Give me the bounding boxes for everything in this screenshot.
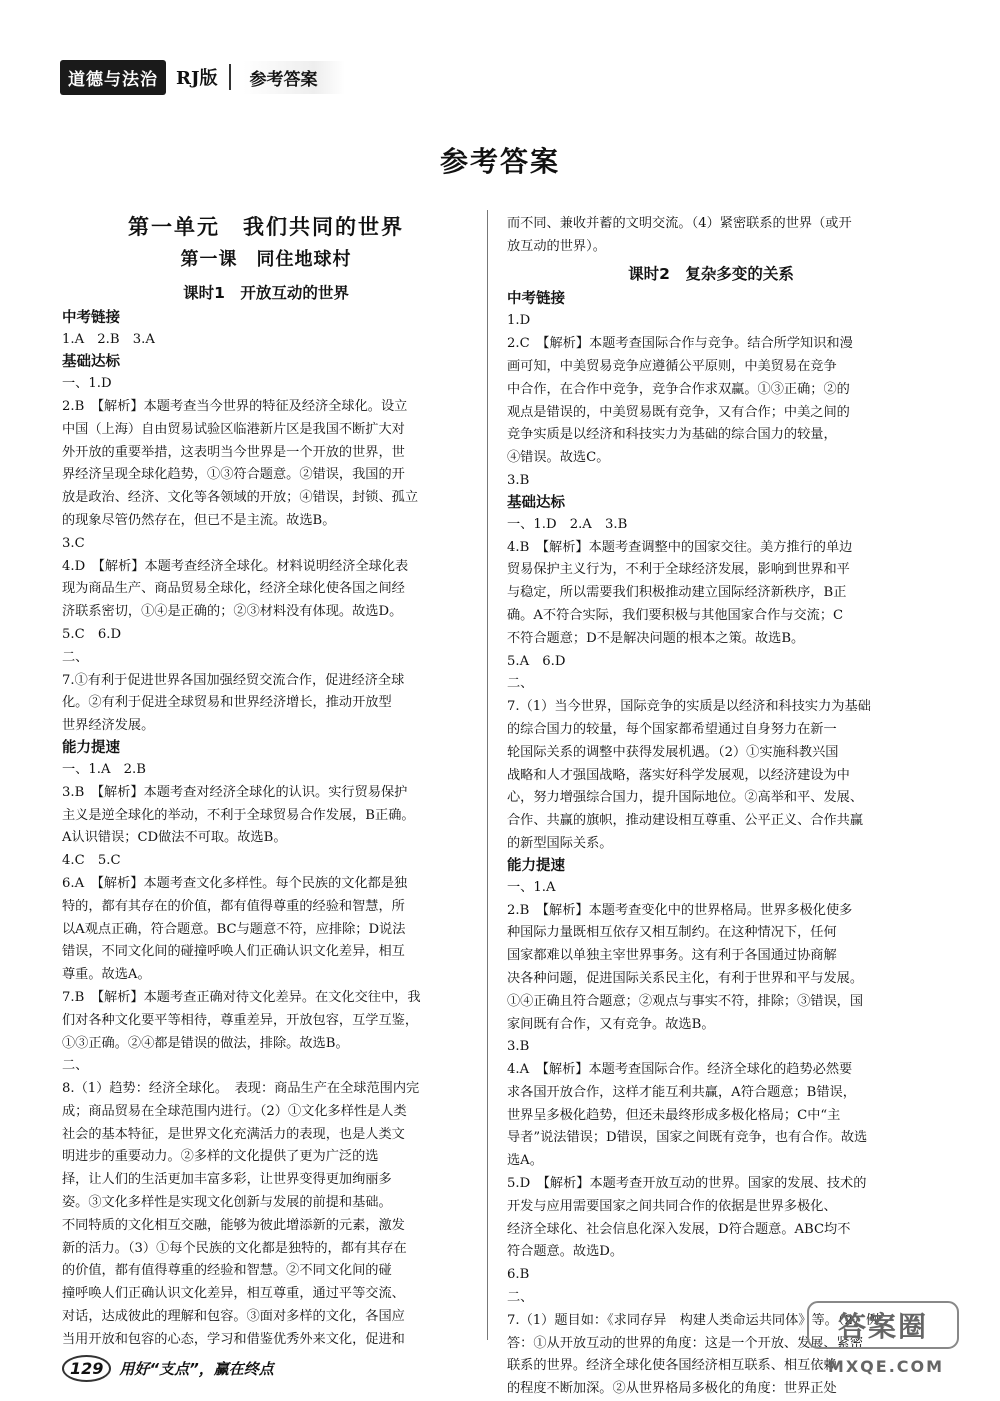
answer-line: 成；商品贸易在全球范围内进行。（2）①文化多样性是人类 [62, 1103, 407, 1119]
answer-line: 社会的基本特征，是世界文化充满活力的表现，也是人类文 [62, 1126, 405, 1142]
answer-line: 确。A不符合实际，我们要积极与其他国家合作与交流；C [507, 607, 844, 623]
left-answer-lines [62, 308, 470, 1351]
answer-line: 新的活力。（3）①每个民族的文化都是独特的，都有其存在 [62, 1240, 407, 1256]
answer-line: 一、1.D [62, 376, 112, 392]
answer-line: 种国际力量既相互依存又相互制约。在这种情况下，任何 [507, 925, 837, 941]
answer-line: 放是政治、经济、文化等各领域的开放；④错误，封锁、孤立 [62, 490, 419, 506]
answer-line: 3.B [507, 1039, 530, 1055]
answer-line: 姿。③文化多样性是实现文化创新与发展的前提和基础。 [62, 1195, 392, 1211]
answer-line: 5.D 【解析】本题考查开放互动的世界。国家的发展、技术的 [507, 1176, 867, 1192]
answer-line: 不同特质的文化相互交融，能够为彼此增添新的元素，激发 [62, 1217, 405, 1233]
answer-line: 7.（1）当今世界，国际竞争的实质是以经济和科技实力为基础 [507, 699, 871, 715]
answer-line: 的综合国力的较量，每个国家都希望通过自身努力在新一 [507, 721, 837, 737]
footer-slogan: 用好“支点”，赢在终点 [119, 1360, 274, 1378]
answer-line: 以A观点正确，符合题意。BC与题意不符，应排除；D说法 [62, 921, 406, 937]
answer-line: 决各种问题，促进国际关系民主化，有利于世界和平与发展。 [507, 970, 864, 986]
section-heading: 能力提速 [507, 857, 565, 874]
answer-line: 家间既有合作，又有竞争。故选B。 [507, 1016, 715, 1032]
answer-line: 2.B 【解析】本题考查变化中的世界格局。世界多极化使多 [507, 902, 853, 918]
answer-line: 心，努力增强综合国力，提升国际地位。②高举和平、发展、 [507, 790, 864, 806]
section-heading: 能力提速 [62, 739, 120, 756]
page-title: 参考答案 [439, 145, 560, 178]
subject-badge: 道德与法治 [60, 60, 166, 95]
answer-line: 国家都难以单独主宰世界事务。这有利于各国通过协商解 [507, 948, 837, 964]
answer-line: 2.C 【解析】本题考查国际合作与竞争。结合所学知识和漫 [507, 336, 853, 352]
answer-line: 轮国际关系的调整中获得发展机遇。（2）①实施科教兴国 [507, 744, 839, 760]
answer-line: 放互动的世界）。 [507, 238, 606, 254]
answer-line: 贸易保护主义行为，不利于全球经济发展，影响到世界和平 [507, 562, 850, 578]
answer-line: 开发与应用需要国家之间共同合作的依据是世界多极化、 [507, 1198, 837, 1214]
answer-line: 4.D 【解析】本题考查经济全球化。材料说明经济全球化表 [62, 558, 409, 574]
answer-line: ①③正确。②④都是错误的做法，排除。故选B。 [62, 1035, 349, 1051]
watermark-brand: 答案圈 [837, 1310, 929, 1343]
page-number: 129 [62, 1355, 111, 1382]
lesson-heading: 第一课 同住地球村 [180, 248, 352, 270]
answer-line: 7.①有利于促进世界各国加强经贸交流合作，促进经济全球 [62, 672, 405, 688]
answer-line: 4.B 【解析】本题考查调整中的国家交往。美方推行的单边 [507, 539, 853, 555]
answer-line: 经济全球化、社会信息化深入发展，D符合题意。ABC均不 [507, 1221, 851, 1237]
section-heading: 中考链接 [507, 291, 565, 308]
answer-line: 外开放的重要举措，这表明当今世界是一个开放的世界，世 [62, 444, 405, 460]
answer-line: 现为商品生产、商品贸易全球化，经济全球化使各国之间经 [62, 581, 405, 597]
answer-line: 二、 [62, 1058, 89, 1074]
answer-line: 济联系密切，①④是正确的；②③材料没有体现。故选D。 [62, 604, 403, 620]
answer-line: 2.B 【解析】本题考查当今世界的特征及经济全球化。设立 [62, 398, 408, 414]
answer-line: 1.D [507, 313, 531, 329]
answer-line: 联系的世界。经济全球化使各国经济相互联系、相互依赖 [507, 1358, 837, 1374]
answer-line: 8.（1）趋势：经济全球化。 表现：商品生产在全球范围内完 [62, 1081, 420, 1097]
right-column [507, 213, 915, 1401]
watermark-logo [806, 1300, 976, 1380]
answer-line: 二、 [507, 676, 534, 692]
answer-line: 的程度不断加深。②从世界格局多极化的角度：世界正处 [507, 1381, 837, 1397]
answer-line: 明进步的重要动力。②多样的文化提供了更为广泛的选 [62, 1149, 379, 1165]
header-title: 参考答案 [243, 61, 345, 94]
section-heading: 中考链接 [62, 310, 120, 327]
answer-line: 特的，都有其存在的价值，都有值得尊重的经验和智慧，所 [62, 898, 405, 914]
answer-line: 3.C [62, 535, 85, 551]
answer-line: 竞争实质是以经济和科技实力为基础的综合国力的较量， [507, 427, 837, 443]
answer-line: 与稳定，所以需要我们积极推动建立国际经济新秩序，B正 [507, 585, 847, 601]
section-heading: 基础达标 [507, 494, 565, 511]
right-answer-lines [507, 289, 915, 1401]
answer-line: 符合题意。故选D。 [507, 1244, 624, 1260]
answer-line: ④错误。故选C。 [507, 450, 610, 466]
answer-line: 3.B [507, 472, 530, 488]
answer-line: 4.A 【解析】本题考查国际合作。经济全球化的趋势必然要 [507, 1062, 853, 1078]
left-column [62, 210, 470, 1352]
answer-line: 世界呈多极化趋势，但还未最终形成多极化格局；C中“主 [507, 1107, 841, 1123]
page-header [60, 60, 345, 94]
edition-label: RJ版 [176, 64, 231, 90]
unit-heading: 第一单元 我们共同的世界 [128, 215, 404, 239]
answer-line: 5.C 6.D [62, 626, 122, 642]
answer-line: A认识错误；CD做法不可取。故选B。 [62, 830, 287, 846]
answer-line: 战略和人才强国战略，落实好科学发展观，以经济建设为中 [507, 767, 850, 783]
page-footer [62, 1355, 274, 1382]
answer-line: 撞呼唤人们正确认识文化差异，相互尊重，通过平等交流、 [62, 1286, 405, 1302]
period-heading: 课时1 开放互动的世界 [183, 283, 349, 302]
answer-line: 4.C 5.C [62, 853, 121, 869]
answer-line: 的价值，都有值得尊重的经验和智慧。②不同文化间的碰 [62, 1263, 392, 1279]
answer-line: 一、1.A [507, 879, 556, 895]
answer-line: 6.B [507, 1267, 530, 1283]
answer-line: 观点是错误的，中美贸易既有竞争，又有合作；中美之间的 [507, 404, 850, 420]
answer-line: 的现象尽管仍然存在，但已不是主流。故选B。 [62, 512, 336, 528]
answer-line: 一、1.D 2.A 3.B [507, 516, 628, 532]
answer-line: 二、 [62, 649, 89, 665]
answer-line: 答：①从开放互动的世界的角度：这是一个开放、发展、紧密 [507, 1335, 864, 1351]
answer-line: 6.A 【解析】本题考查文化多样性。每个民族的文化都是独 [62, 875, 408, 891]
answer-line: 的新型国际关系。 [507, 835, 613, 851]
answer-line: 界经济呈现全球化趋势，①③符合题意。②错误，我国的开 [62, 467, 405, 483]
answer-line: 画可知，中美贸易竞争应遵循公平原则，中美贸易在竞争 [507, 358, 837, 374]
answer-line: 1.A 2.B 3.A [62, 332, 155, 348]
answer-line: 主义是逆全球化的举动，不利于全球贸易合作发展，B正确。 [62, 807, 415, 823]
watermark-domain: MXQE.COM [827, 1357, 945, 1376]
answer-line: 尊重。故选A。 [62, 967, 151, 983]
answer-line: 化。②有利于促进全球贸易和世界经济增长，推动开放型 [62, 695, 392, 711]
answer-line: 二、 [507, 1290, 534, 1306]
answer-line: 们对各种文化要平等相待，尊重差异，开放包容，互学互鉴， [62, 1012, 419, 1028]
answer-line: 求各国开放合作，这样才能互利共赢，A符合题意；B错误， [507, 1084, 856, 1100]
answer-line: 7.（1）题目如：《求同存异 构建人类命运共同体》等。（2）例 [507, 1312, 880, 1328]
answer-line: 3.B 【解析】本题考查对经济全球化的认识。实行贸易保护 [62, 784, 408, 800]
right-continued-lines [507, 213, 915, 259]
answer-line: 合作、共赢的旗帜，推动建设相互尊重、公平正义、合作共赢 [507, 813, 864, 829]
answer-line: 导者”说法错误；D错误，国家之间既有竞争，也有合作。故选 [507, 1130, 868, 1146]
answer-line: 一、1.A 2.B [62, 761, 146, 777]
answer-line: 5.A 6.D [507, 653, 566, 669]
answer-line: 中合作，在合作中竞争，竞争合作求双赢。①③正确；②的 [507, 381, 850, 397]
answer-line: 不符合题意；D不是解决问题的根本之策。故选B。 [507, 630, 805, 646]
answer-line: ①④正确且符合题意；②观点与事实不符，排除；③错误，国 [507, 993, 864, 1009]
answer-line: 而不同、兼收并蓄的文明交流。（4）紧密联系的世界（或开 [507, 216, 852, 231]
answer-line: 择，让人们的生活更加丰富多彩，让世界变得更加绚丽多 [62, 1172, 392, 1188]
answer-line: 世界经济发展。 [62, 718, 155, 734]
answer-line: 错误，不同文化间的碰撞呼唤人们正确认识文化差异，相互 [62, 944, 405, 960]
answer-line: 对话，达成彼此的理解和包容。③面对多样的文化，各国应 [62, 1309, 405, 1325]
period-heading-2: 课时2 复杂多变的关系 [628, 264, 794, 283]
column-divider [487, 210, 488, 1340]
section-heading: 基础达标 [62, 354, 120, 371]
answer-line: 7.B 【解析】本题考查正确对待文化差异。在文化交往中，我 [62, 989, 421, 1005]
answer-line: 中国（上海）自由贸易试验区临港新片区是我国不断扩大对 [62, 421, 405, 437]
answer-line: 选A。 [507, 1153, 543, 1169]
answer-line: 当用开放和包容的心态，学习和借鉴优秀外来文化，促进和 [62, 1331, 405, 1347]
